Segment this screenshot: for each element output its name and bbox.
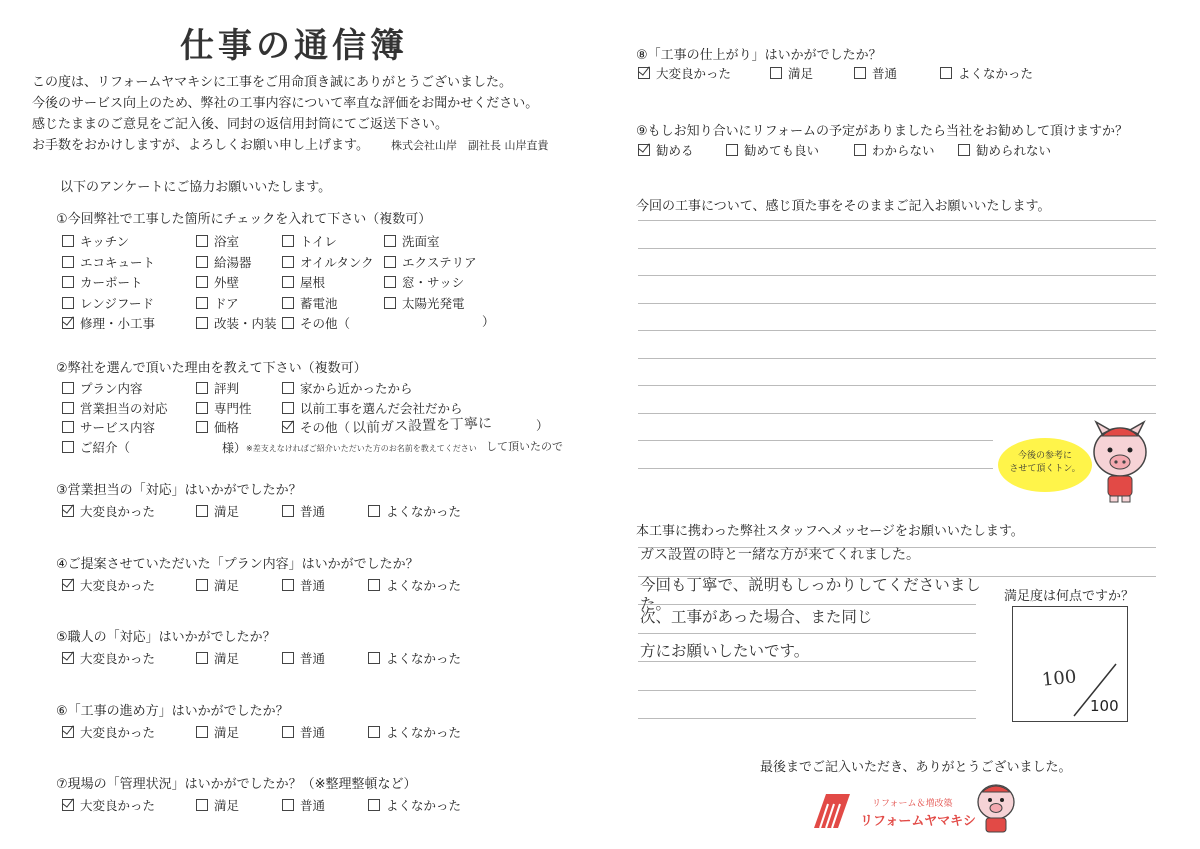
checkbox[interactable]: [282, 726, 294, 738]
rating-option[interactable]: [196, 577, 239, 593]
ruled-line: [638, 661, 976, 662]
option-label: 専門性: [214, 400, 252, 416]
option-label: 満足: [214, 724, 240, 740]
option-label: 洗面室: [402, 234, 440, 249]
checkbox[interactable]: [368, 652, 380, 664]
checkbox[interactable]: [282, 382, 294, 394]
q2-option[interactable]: [282, 400, 463, 416]
q9-option[interactable]: [638, 142, 694, 158]
checkbox[interactable]: [62, 505, 74, 517]
intro-line: 感じたままのご意見をご記入後、同封の返信用封筒にてご返送下さい。: [32, 117, 449, 132]
rating-option[interactable]: [62, 503, 155, 519]
checkbox[interactable]: [958, 144, 970, 156]
rating-option[interactable]: [62, 724, 155, 740]
option-label: ドア: [214, 295, 239, 311]
checkbox[interactable]: [384, 256, 396, 268]
q1-option[interactable]: [384, 254, 477, 270]
q2-option[interactable]: [282, 419, 350, 435]
ruled-line: [638, 633, 976, 634]
pig-mascot-icon: [1088, 420, 1152, 504]
score-label: 満足度は何点ですか？: [1004, 589, 1135, 604]
checkbox[interactable]: [196, 505, 208, 517]
option-label: エクステリア: [402, 254, 477, 270]
q1-option[interactable]: [196, 274, 239, 290]
checkbox[interactable]: [196, 799, 208, 811]
option-label: 大変良かった: [80, 798, 156, 813]
q2-option[interactable]: [62, 400, 168, 416]
rating-option[interactable]: [62, 797, 155, 813]
q2-other-close: ）: [536, 418, 549, 433]
rating-option[interactable]: [282, 724, 325, 740]
checkbox[interactable]: [62, 726, 74, 738]
survey-intro: 以下のアンケートにご協力お願いいたします。: [60, 180, 332, 195]
q2-option[interactable]: [282, 380, 413, 396]
staff-message-line: ガス設置の時と一緒な方が来てくれました。: [640, 547, 920, 563]
option-label: トイレ: [300, 234, 337, 249]
checkbox[interactable]: [62, 256, 74, 268]
page-title: 仕事の通信簿: [180, 26, 408, 66]
option-label: 家から近かったから: [300, 381, 413, 396]
q2-option[interactable]: [62, 380, 143, 396]
ruled-line: [638, 358, 1156, 359]
checkbox[interactable]: [638, 144, 650, 156]
ruled-line: [638, 440, 993, 441]
option-label: 普通: [300, 724, 326, 740]
option-label: キッチン: [80, 234, 130, 249]
option-label: よくなかった: [386, 798, 462, 813]
ruled-line: [638, 468, 993, 469]
checkbox[interactable]: [282, 799, 294, 811]
q1-option[interactable]: [62, 274, 143, 290]
score-max: 100: [1090, 697, 1119, 715]
q1-option[interactable]: [282, 295, 338, 311]
checkbox[interactable]: [368, 505, 380, 517]
option-label: その他（: [300, 420, 351, 435]
checkbox[interactable]: [384, 235, 396, 247]
option-label: 満足: [214, 577, 240, 593]
intro-text: [32, 72, 548, 156]
rating-option[interactable]: [196, 503, 239, 519]
option-label: よくなかった: [386, 504, 462, 519]
option-label: 満足: [214, 798, 240, 813]
option-label: 給湯器: [214, 254, 252, 270]
rating-question-label: ⑦現場の「管理状況」はいかがでしたか？（※整理整頓など）: [56, 777, 417, 792]
q1-option[interactable]: [62, 233, 129, 249]
q9-option[interactable]: [726, 142, 819, 158]
checkbox[interactable]: [282, 235, 294, 247]
checkbox[interactable]: [282, 297, 294, 309]
option-label: 修理・小工事: [80, 316, 156, 331]
option-label: サービス内容: [80, 420, 156, 435]
rating-option[interactable]: [282, 503, 325, 519]
option-label: 太陽光発電: [402, 295, 465, 311]
option-label: 窓・サッシ: [402, 275, 465, 290]
q8-option[interactable]: [940, 65, 1033, 81]
logo-small: リフォーム＆増改築: [872, 799, 953, 809]
ruled-line: [638, 413, 1156, 414]
q8-option[interactable]: [770, 65, 813, 81]
q1-option[interactable]: [282, 274, 325, 290]
q1-label: ①今回弊社で工事した箇所にチェックを入れて下さい（複数可）: [56, 212, 432, 227]
rating-option[interactable]: [282, 650, 325, 666]
ruled-line: [638, 248, 1156, 249]
checkbox[interactable]: [196, 317, 208, 329]
rating-option[interactable]: [368, 577, 461, 593]
checkbox[interactable]: [368, 579, 380, 591]
option-label: 大変良かった: [656, 66, 732, 81]
q2-other-handwritten: 以前ガス設置を丁寧に: [351, 415, 493, 437]
checkbox[interactable]: [282, 421, 294, 433]
rating-option[interactable]: [282, 577, 325, 593]
q1-option[interactable]: [282, 315, 350, 331]
option-label: わからない: [872, 143, 935, 158]
checkbox[interactable]: [62, 579, 74, 591]
q1-option[interactable]: [62, 315, 155, 331]
checkbox[interactable]: [282, 579, 294, 591]
bubble-line: させて頂くトン。: [1009, 464, 1081, 474]
q8-option[interactable]: [638, 65, 731, 81]
q1-option[interactable]: [196, 295, 239, 311]
rating-question-label: ④ご提案させていただいた「プラン内容」はいかがでしたか？: [56, 556, 419, 572]
checkbox[interactable]: [770, 67, 782, 79]
checkbox[interactable]: [196, 297, 208, 309]
q1-option[interactable]: [196, 254, 252, 270]
option-label: 普通: [300, 577, 326, 593]
checkbox[interactable]: [854, 144, 866, 156]
checkbox[interactable]: [940, 67, 952, 79]
checkbox[interactable]: [62, 297, 74, 309]
checkbox[interactable]: [282, 276, 294, 288]
staff-message-line: 今回も丁寧で、説明もしっかりしてくださいました。: [640, 576, 981, 613]
signature: 株式会社山岸 副社長 山岸直貴: [390, 139, 549, 152]
option-label: 外壁: [214, 275, 240, 290]
option-label: オイルタンク: [300, 254, 374, 270]
rating-option[interactable]: [368, 797, 461, 813]
checkbox[interactable]: [638, 67, 650, 79]
q1-option[interactable]: [196, 315, 277, 331]
checkbox[interactable]: [196, 235, 208, 247]
q1-option[interactable]: [384, 295, 465, 311]
checkbox[interactable]: [62, 421, 74, 433]
option-label: 以前工事を選んだ会社だから: [300, 400, 463, 416]
option-label: 勧めても良い: [744, 143, 820, 158]
checkbox[interactable]: [62, 317, 74, 329]
option-label: プラン内容: [80, 381, 143, 396]
checkbox[interactable]: [196, 726, 208, 738]
rating-option[interactable]: [62, 650, 155, 666]
checkbox[interactable]: [384, 276, 396, 288]
q2-option[interactable]: [196, 400, 252, 416]
q1-option[interactable]: [384, 274, 464, 290]
option-label: 大変良かった: [80, 577, 156, 593]
rating-option[interactable]: [196, 650, 239, 666]
q8-option[interactable]: [854, 65, 897, 81]
intro-line: お手数をおかけしますが、よろしくお願い申し上げます。 株式会社山岸 副社長 山岸直貴: [32, 135, 548, 156]
checkbox[interactable]: [384, 297, 396, 309]
rating-question-label: ③営業担当の「対応」はいかがでしたか？: [56, 483, 302, 498]
logo-mark-icon: [812, 790, 852, 830]
option-label: 営業担当の対応: [80, 400, 168, 416]
checkbox[interactable]: [62, 382, 74, 394]
rating-question-label: ⑤職人の「対応」はいかがでしたか？: [56, 630, 276, 645]
checkbox[interactable]: [196, 579, 208, 591]
ruled-line: [638, 303, 1156, 304]
ruled-line: [638, 718, 976, 719]
option-label: 普通: [300, 651, 326, 666]
q1-other-close: ）: [482, 314, 495, 329]
option-label: よくなかった: [386, 577, 462, 593]
option-label: 普通: [300, 798, 326, 813]
option-label: 普通: [872, 66, 898, 81]
checkbox[interactable]: [196, 382, 208, 394]
checkbox[interactable]: [368, 726, 380, 738]
option-label: 浴室: [214, 234, 240, 249]
checkbox[interactable]: [368, 799, 380, 811]
intro-line: 今後のサービス向上のため、弊社の工事内容について率直な評価をお聞かせください。: [32, 96, 539, 111]
rating-option[interactable]: [368, 724, 461, 740]
q2-option[interactable]: [196, 380, 239, 396]
option-label: 普通: [300, 504, 326, 519]
checkbox[interactable]: [62, 276, 74, 288]
q8-label: ⑧「工事の仕上がり」はいかがでしたか？: [636, 48, 882, 63]
rating-option[interactable]: [282, 797, 325, 813]
rating-question-label: ⑥「工事の進め方」はいかがでしたか？: [56, 703, 289, 719]
option-label: 大変良かった: [80, 724, 156, 740]
option-label: 大変良かった: [80, 651, 156, 666]
checkbox[interactable]: [282, 505, 294, 517]
q1-option[interactable]: [62, 295, 154, 311]
impressions-label: 今回の工事について、感じ頂た事をそのままご記入お願いいたします。: [636, 199, 1051, 214]
option-label: 大変良かった: [80, 504, 156, 519]
option-label: カーポート: [80, 275, 143, 290]
option-label: 改装・内装: [214, 316, 277, 331]
checkbox[interactable]: [196, 652, 208, 664]
bubble-line: 今後の参考に: [1017, 451, 1072, 461]
q2-option[interactable]: [196, 419, 239, 435]
q1-option[interactable]: [282, 254, 374, 270]
checkbox[interactable]: [62, 652, 74, 664]
option-label: その他（: [300, 316, 351, 331]
rating-option[interactable]: [196, 724, 239, 740]
q2-option[interactable]: [62, 439, 130, 455]
checkbox[interactable]: [282, 256, 294, 268]
checkbox[interactable]: [62, 235, 74, 247]
option-label: 評判: [214, 381, 240, 396]
rating-option[interactable]: [368, 503, 461, 519]
checkbox[interactable]: [62, 441, 74, 453]
q2-other-handwritten-2: して頂いたので: [486, 440, 563, 453]
option-label: よくなかった: [386, 651, 462, 666]
staff-message-label: 本工事に携わった弊社スタッフへメッセージをお願いいたします。: [636, 524, 1024, 539]
option-label: 価格: [214, 420, 240, 435]
option-label: ご紹介（: [80, 439, 131, 455]
q1-option[interactable]: [196, 233, 239, 249]
option-label: 満足: [788, 66, 814, 81]
checkbox[interactable]: [62, 799, 74, 811]
checkbox[interactable]: [726, 144, 738, 156]
checkbox[interactable]: [196, 421, 208, 433]
option-label: 満足: [214, 504, 240, 519]
ruled-line: [638, 690, 976, 691]
option-label: 屋根: [300, 275, 326, 290]
q1-option[interactable]: [62, 254, 155, 270]
logo-name: リフォームヤマキシ: [860, 814, 976, 829]
q9-label: ⑨もしお知り合いにリフォームの予定がありましたら当社をお勧めして頂けますか？: [636, 124, 1129, 139]
staff-message-line: 方にお願いしたいです。: [640, 642, 810, 660]
staff-message-line: 次、工事があった場合、また同じ: [640, 608, 873, 626]
rating-option[interactable]: [196, 797, 239, 813]
checkbox[interactable]: [282, 402, 294, 414]
q2-referral-suffix: 様）: [222, 440, 247, 455]
checkbox[interactable]: [196, 402, 208, 414]
option-label: レンジフード: [80, 295, 155, 311]
checkbox[interactable]: [282, 652, 294, 664]
option-label: 満足: [214, 651, 240, 666]
checkbox[interactable]: [62, 402, 74, 414]
ruled-line: [638, 385, 1156, 386]
option-label: 勧める: [656, 143, 694, 158]
q1-option[interactable]: [384, 233, 440, 249]
ruled-line: [638, 220, 1156, 221]
option-label: 勧められない: [976, 143, 1052, 158]
rating-option[interactable]: [368, 650, 461, 666]
checkbox[interactable]: [196, 276, 208, 288]
q9-option[interactable]: [958, 142, 1051, 158]
q2-option[interactable]: [62, 419, 155, 435]
checkbox[interactable]: [282, 317, 294, 329]
rating-option[interactable]: [62, 577, 155, 593]
q1-option[interactable]: [282, 233, 337, 249]
q9-option[interactable]: [854, 142, 935, 158]
closing-text: 最後までご記入いただき、ありがとうございました。: [760, 760, 1072, 775]
checkbox[interactable]: [854, 67, 866, 79]
checkbox[interactable]: [196, 256, 208, 268]
ruled-line: [638, 330, 1156, 331]
score-value: 100: [1040, 666, 1078, 691]
q2-referral-note: ※差支えなければご紹介いただいた方のお名前を教えてください: [246, 444, 477, 453]
speech-bubble: [998, 438, 1092, 492]
option-label: よくなかった: [386, 724, 462, 740]
q2-label: ②弊社を選んで頂いた理由を教えて下さい（複数可）: [56, 361, 367, 376]
option-label: よくなかった: [958, 66, 1034, 81]
pig-logo-icon: [972, 780, 1020, 836]
option-label: エコキュート: [80, 254, 156, 270]
option-label: 蓄電池: [300, 295, 338, 311]
intro-line: この度は、リフォームヤマキシに工事をご用命頂き誠にありがとうございました。: [32, 75, 512, 90]
ruled-line: [638, 275, 1156, 276]
